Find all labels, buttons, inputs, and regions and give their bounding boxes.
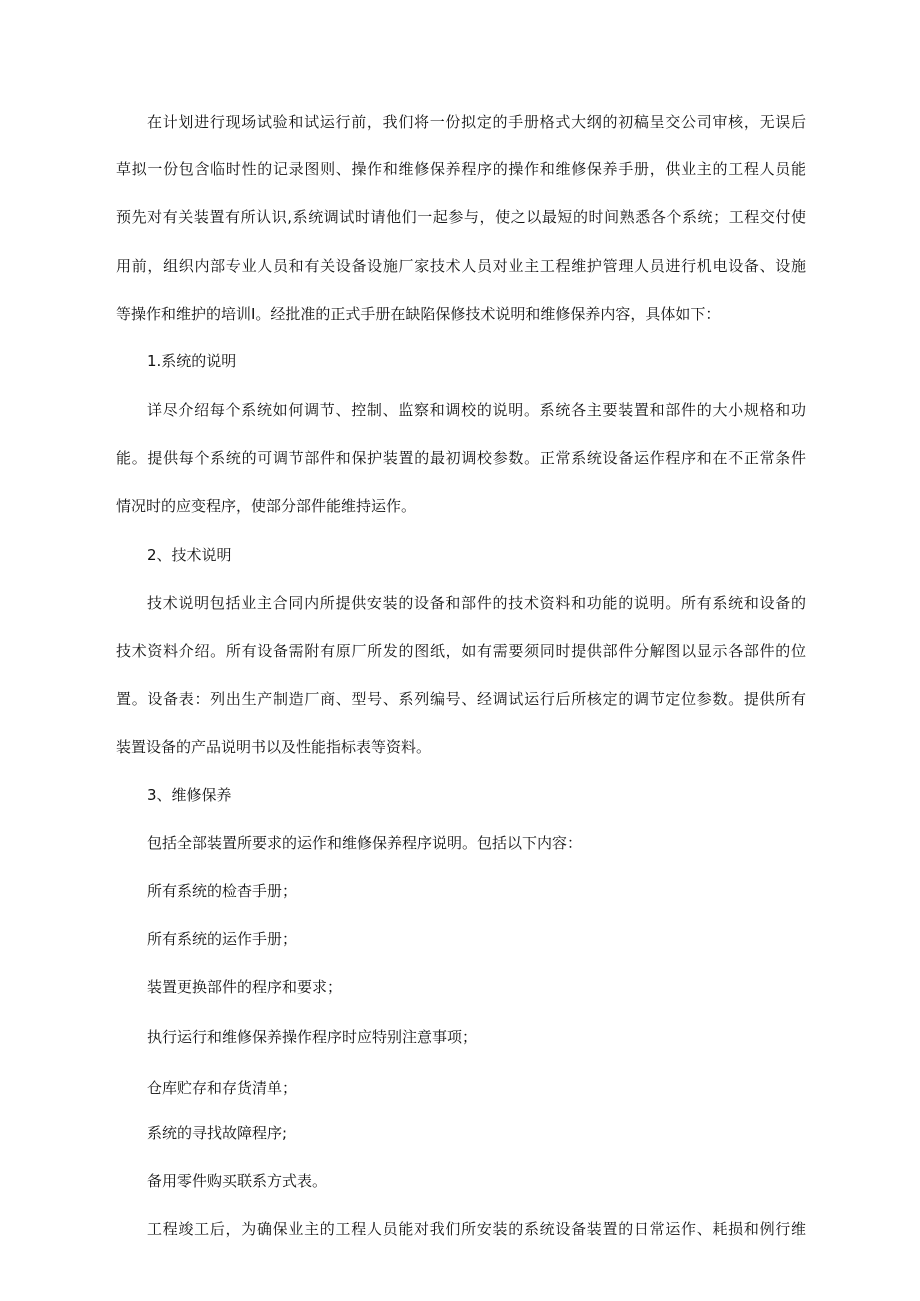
list-item: 仓库贮存和存货清单； bbox=[147, 1079, 298, 1097]
paragraph-2-line-2: 能。提供每个系统的可调节部件和保护装置的最初调校参数。正常系统设备运作程序和在不正常条件 bbox=[116, 449, 806, 467]
paragraph-2-line-3: 情况时的应变程序，使部分部件能维持运作。 bbox=[116, 497, 417, 515]
list-item: 所有系统的检杳手册； bbox=[147, 882, 298, 900]
paragraph-1-line-3: 预先对有关装置有所认识,系统调试时请他们一起参与，使之以最短的时间熟悉各个系统；工程交付使 bbox=[116, 208, 806, 226]
maintenance-intro: 包括全部装置所要求的运作和维修保养程序说明。包括以下内容： bbox=[147, 834, 583, 852]
list-item: 备用零件购买联系方式表。 bbox=[147, 1172, 328, 1190]
paragraph-2-line-1: 详尽介绍每个系统如何调节、控制、监察和调校的说明。系统各主要装置和部件的大小规格和功 bbox=[147, 401, 806, 419]
closing-paragraph-line-1: 工程竣工后，为确保业主的工程人员能对我们所安装的系统设备装置的日常运作、耗损和例行维 bbox=[147, 1220, 806, 1238]
paragraph-3-line-2: 技术资料介绍。所有设备需附有原厂所发的图纸，如有需要须同时提供部件分解图以显示各部件的位 bbox=[116, 642, 806, 660]
paragraph-3-line-3: 置。设备表：列出生产制造厂商、型号、系列编号、经调试运行后所核定的调节定位参数。提供所有 bbox=[116, 690, 806, 708]
list-item: 执行运行和维修保养操作程序时应特别注意事项； bbox=[147, 1028, 478, 1046]
list-item: 所有系统的运作手册； bbox=[147, 930, 298, 948]
paragraph-1-line-4: 用前，组织内部专业人员和有关设备设施厂家技术人员对业主工程维护管理人员进行机电设备、设施 bbox=[116, 257, 806, 275]
list-item: 系统的寻找故障程序; bbox=[147, 1124, 288, 1142]
paragraph-3-line-4: 装置设备的产品说明书以及性能指标表等资料。 bbox=[116, 738, 432, 756]
paragraph-1-line-5: 等操作和维护的培训Ⅰ。经批准的正式手册在缺陷保修技术说明和维修保养内容，具体如下： bbox=[116, 305, 721, 323]
list-item: 装置更换部件的程序和要求； bbox=[147, 978, 343, 996]
paragraph-1-line-1: 在计划进行现场试验和试运行前，我们将一份拟定的手册格式大纲的初稿呈交公司审核，无误后 bbox=[147, 113, 806, 131]
paragraph-1-line-2: 草拟一份包含临时性的记录图则、操作和维修保养程序的操作和维修保养手册，供业主的工程人员能 bbox=[116, 160, 806, 178]
section-heading-1: 1.系统的说明 bbox=[147, 352, 237, 370]
section-heading-2: 2、技术说明 bbox=[147, 546, 232, 564]
paragraph-3-line-1: 技术说明包括业主合同内所提供安装的设备和部件的技术资料和功能的说明。所有系统和设备的 bbox=[147, 594, 806, 612]
section-heading-3: 3、维修保养 bbox=[147, 786, 232, 804]
